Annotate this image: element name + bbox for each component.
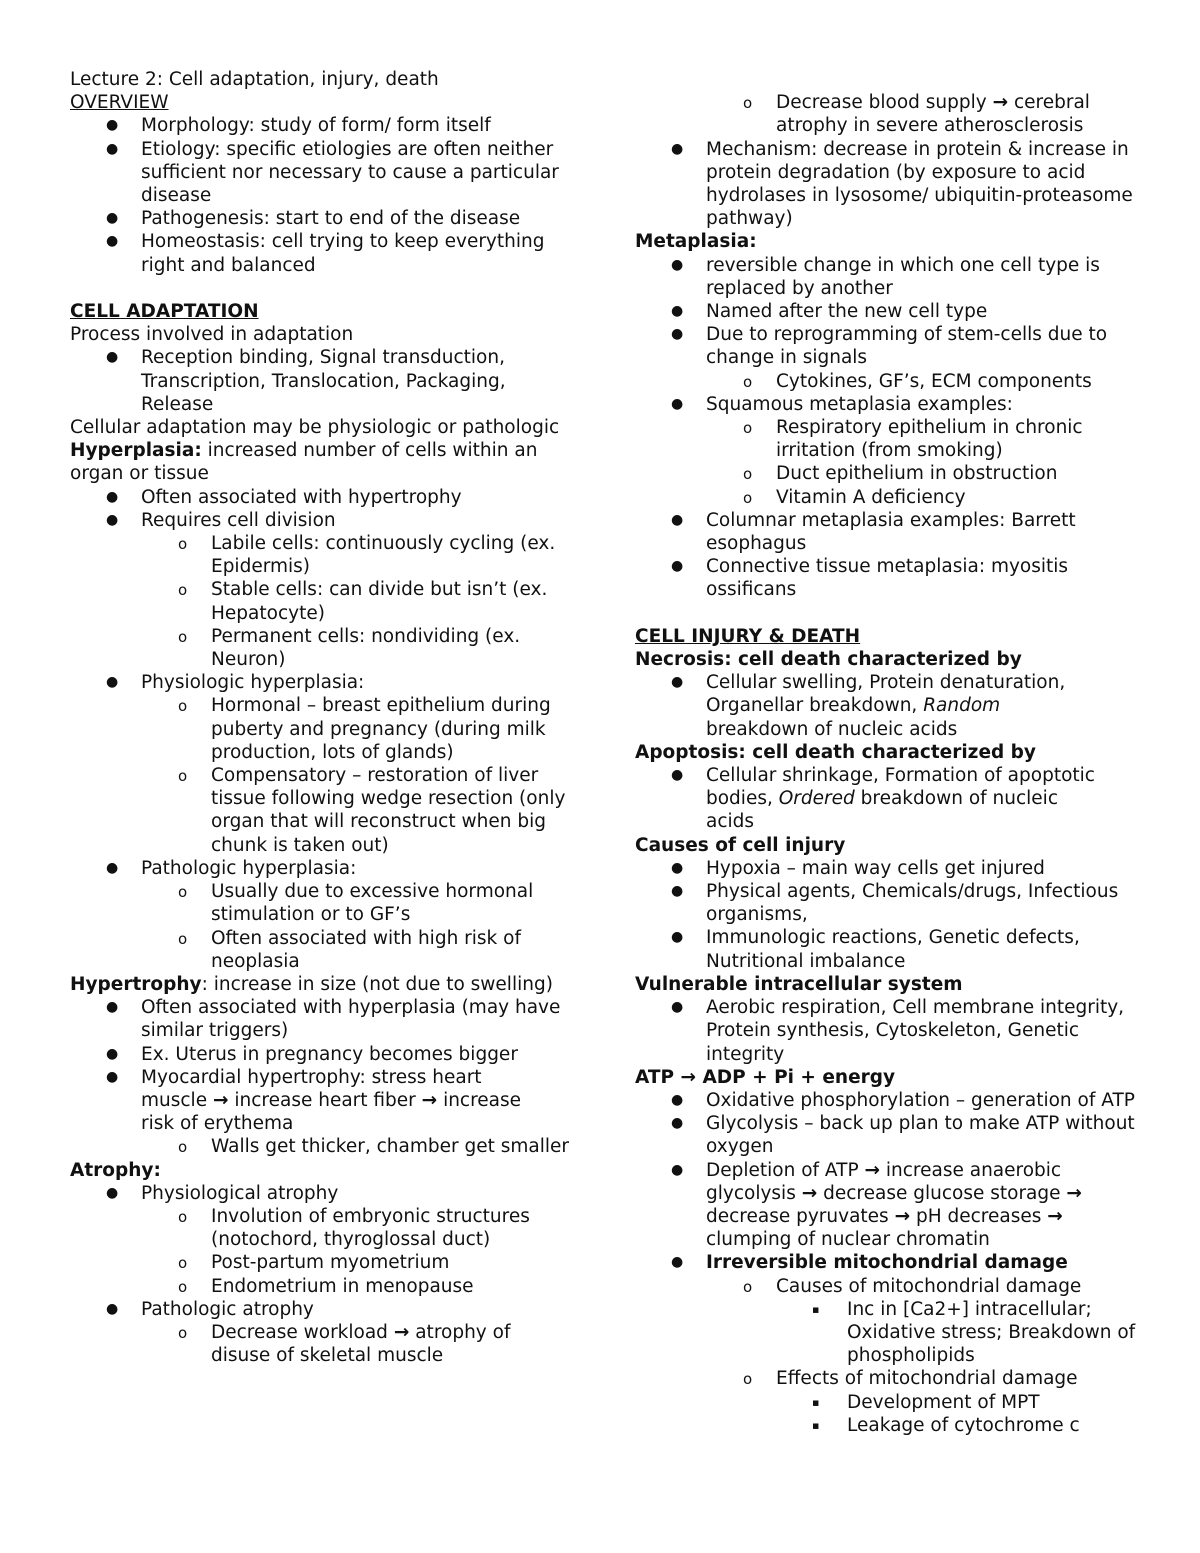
list-item: ● Myocardial hypertrophy: stress heart muscle → increase heart fiber → increase risk of erythema [106, 1066, 522, 1135]
list-item: o Usually due to excessive hormonal stimulation or to GF’s [178, 881, 534, 926]
list-item: o Stable cells: can divide but isn’t (ex. Hepatocyte) [178, 579, 548, 624]
list-item: ● Physiological atrophy [106, 1182, 339, 1204]
list-item: o Effects of mitochondrial damage [743, 1368, 1078, 1390]
list-item: o Cytokines, GF’s, ECM components [743, 370, 1092, 392]
list-item: ● Morphology: study of form/ form itself [106, 115, 491, 137]
list-item: ▪ Leakage of cytochrome c [812, 1414, 1080, 1436]
list-item: o Post-partum myometrium [178, 1252, 450, 1274]
list-item: ● Squamous metaplasia examples: [671, 393, 1013, 415]
list-item: ● Pathologic atrophy [106, 1298, 314, 1320]
atrophy-heading: Atrophy: [70, 1159, 161, 1181]
arrow-right-icon: → [680, 1066, 697, 1088]
list-item: o Vitamin A deficiency [743, 486, 966, 508]
causes-heading: Causes of cell injury [635, 834, 846, 856]
metaplasia-heading: Metaplasia: [635, 231, 757, 253]
list-item: ● Named after the new cell type [671, 301, 988, 323]
list-item: ● Hypoxia – main way cells get injured [671, 857, 1045, 879]
left-column [70, 68, 570, 1367]
list-item: ● Depletion of ATP → increase anaerobic glycolysis → decrease glucose storage → decrease pyruvates → pH decreases → clumping of nuclear chromatin [671, 1159, 1082, 1251]
list-item: o Walls get thicker, chamber get smaller [178, 1136, 569, 1158]
list-item: o Compensatory – restoration of liver tissue following wedge resection (only organ that will reconstruct when big chunk is taken out) [178, 765, 566, 856]
list-item: ● Columnar metaplasia examples: Barrett esophagus [671, 509, 1076, 555]
list-item: o Often associated with high risk of neoplasia [178, 927, 521, 972]
list-item: ▪ Development of MPT [812, 1391, 1040, 1413]
list-item: ● Reception binding, Signal transduction, Transcription, Translocation, Packaging, Release [106, 347, 506, 415]
list-item: o Labile cells: continuously cycling (ex. Epidermis) [178, 533, 556, 578]
cellular-adaptation-text: Cellular adaptation may be physiologic or pathologic [70, 417, 560, 439]
overview-heading: OVERVIEW [70, 92, 169, 114]
lecture-title: Lecture 2: Cell adaptation, injury, death [70, 69, 439, 90]
list-item: ● Pathologic hyperplasia: [106, 857, 357, 879]
arrow-right-icon: → [992, 92, 1009, 114]
arrow-right-icon: → [801, 1182, 818, 1204]
apoptosis-heading: Apoptosis: cell death characterized by [635, 741, 1036, 763]
list-item: ● reversible change in which one cell type is replaced by another [671, 254, 1100, 299]
cell-adaptation-heading: CELL ADAPTATION [70, 301, 259, 323]
list-item: ● Requires cell division [106, 509, 336, 531]
cell-injury-heading: CELL INJURY & DEATH [635, 625, 861, 647]
atp-heading: ATP → ADP + Pi + energy [635, 1066, 896, 1088]
hyperplasia-definition: Hyperplasia: increased number of cells within an organ or tissue [70, 440, 538, 485]
list-item: ● Oxidative phosphorylation – generation of ATP [671, 1089, 1135, 1111]
process-text: Process involved in adaptation [70, 324, 354, 346]
list-item: ● Irreversible mitochondrial damage [671, 1252, 1068, 1274]
necrosis-heading: Necrosis: cell death characterized by [635, 649, 1022, 671]
list-item: o Duct epithelium in obstruction [743, 463, 1058, 485]
list-item: ● Homeostasis: cell trying to keep everything right and balanced [106, 231, 545, 276]
arrow-right-icon: → [393, 1321, 410, 1343]
arrow-right-icon: → [212, 1089, 229, 1111]
right-column [635, 68, 1140, 1437]
arrow-right-icon: → [1066, 1182, 1082, 1204]
list-item: ● Immunologic reactions, Genetic defects, Nutritional imbalance [671, 927, 1080, 972]
list-item: o Permanent cells: nondividing (ex. Neuron) [178, 625, 521, 671]
list-item: ● Cellular shrinkage, Formation of apoptotic bodies, Ordered breakdown of nucleic acids [671, 765, 1095, 833]
list-item: ● Ex. Uterus in pregnancy becomes bigger [106, 1043, 518, 1065]
arrow-right-icon: → [864, 1159, 880, 1181]
list-item: o Respiratory epithelium in chronic irritation (from smoking) [743, 417, 1083, 462]
list-item: ● Etiology: specific etiologies are often neither sufficient nor necessary to cause a particular disease [106, 138, 559, 207]
list-item: o Endometrium in menopause [178, 1275, 474, 1297]
list-item: ● Glycolysis – back up plan to make ATP without oxygen [671, 1113, 1135, 1158]
list-item: o Involution of embryonic structures (notochord, thyroglossal duct) [178, 1205, 530, 1251]
list-item: ● Often associated with hyperplasia (may have similar triggers) [106, 997, 561, 1042]
list-item: o Decrease blood supply → cerebral atrophy in severe atherosclerosis [743, 92, 1090, 137]
list-item: ▪ Inc in [Ca2+] intracellular; Oxidative stress; Breakdown of phospholipids [812, 1298, 1136, 1367]
list-item: ● Cellular swelling, Protein denaturation, Organellar breakdown, Random breakdown of nucleic acids [671, 672, 1066, 740]
list-item: ● Often associated with hypertrophy [106, 486, 462, 508]
list-item: o Hormonal – breast epithelium during puberty and pregnancy (during milk production, lots of glands) [178, 695, 551, 763]
hypertrophy-definition: Hypertrophy: increase in size (not due to swelling) [70, 973, 553, 995]
arrow-right-icon: → [1047, 1205, 1063, 1227]
list-item: o Decrease workload → atrophy of disuse of skeletal muscle [178, 1321, 511, 1367]
arrow-right-icon: → [894, 1205, 911, 1227]
vulnerable-heading: Vulnerable intracellular system [635, 973, 963, 995]
list-item: ● Physical agents, Chemicals/drugs, Infectious organisms, [671, 881, 1119, 926]
list-item: ● Mechanism: decrease in protein & increase in protein degradation (by exposure to acid hydrolases in lysosome/ ubiquitin-proteasome pathway) [671, 138, 1133, 230]
list-item: ● Connective tissue metaplasia: myositis ossificans [671, 556, 1069, 601]
list-item: ● Due to reprogramming of stem-cells due to change in signals [671, 324, 1108, 369]
list-item: o Causes of mitochondrial damage [743, 1275, 1082, 1297]
list-item: ● Pathogenesis: start to end of the disease [106, 208, 521, 230]
list-item: ● Aerobic respiration, Cell membrane integrity, Protein synthesis, Cytoskeleton, Genetic integrity [671, 997, 1125, 1065]
list-item: ● Physiologic hyperplasia: [106, 672, 365, 694]
arrow-right-icon: → [421, 1089, 438, 1111]
